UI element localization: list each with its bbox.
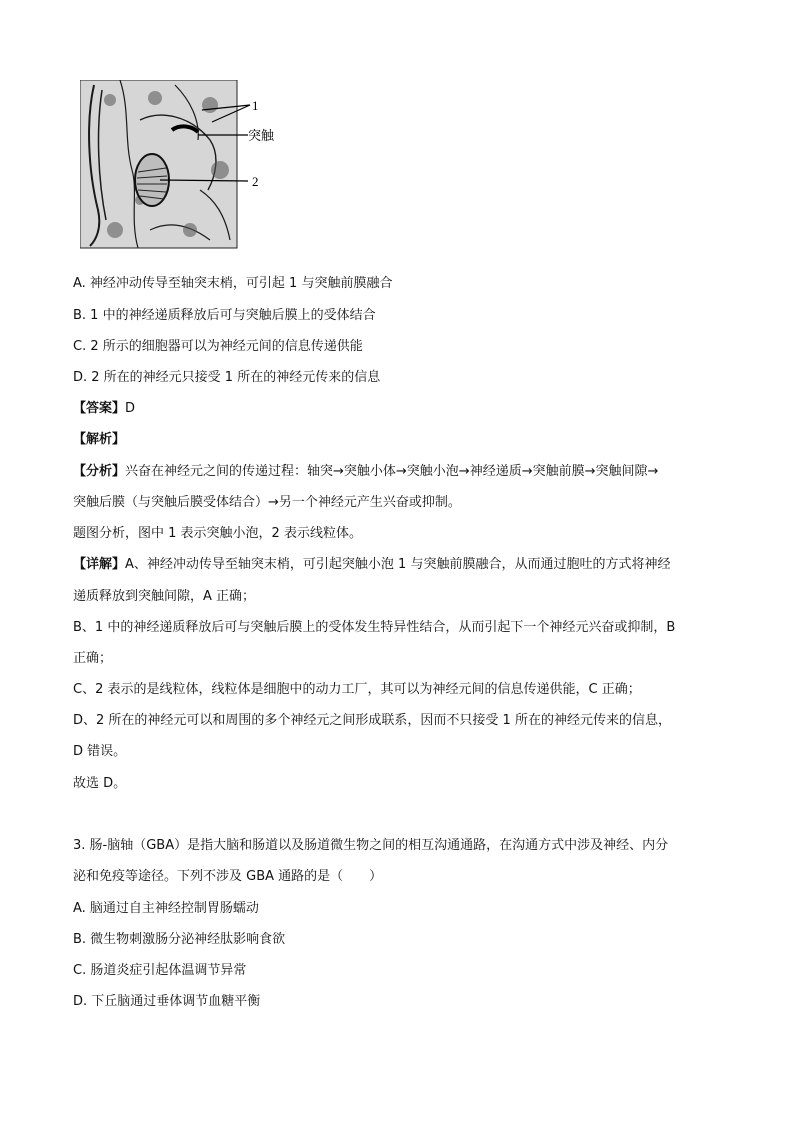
conclusion-line: 故选 D。	[73, 776, 127, 791]
q3-stem-line-2: 泌和免疫等途径。下列不涉及 GBA 通路的是（ ）	[73, 869, 383, 884]
detail-line-5: C、2 表示的是线粒体，线粒体是细胞中的动力工厂，其可以为神经元间的信息传递供能，C 正确；	[73, 682, 641, 697]
q3-option-d: D. 下丘脑通过垂体调节血糖平衡	[73, 994, 261, 1009]
vesicle-4	[211, 161, 229, 179]
q2-option-d: D. 2 所在的神经元只接受 1 所在的神经元传来的信息	[73, 370, 381, 385]
detail-line-1	[73, 556, 670, 574]
q3-option-b: B. 微生物刺激肠分泌神经肽影响食欲	[73, 932, 286, 947]
analysis-text-1: 兴奋在神经元之间的传递过程：轴突→突触小体→突触小泡→神经递质→突触前膜→突触间隙→	[125, 464, 659, 479]
detail-text-1: A、神经冲动传导至轴突末梢，可引起突触小泡 1 与突触前膜融合，从而通过胞吐的方式将神经	[125, 557, 671, 572]
analysis-line-3: 题图分析，图中 1 表示突触小泡，2 表示线粒体。	[73, 526, 362, 541]
answer-value: D	[125, 401, 136, 416]
detail-line-4: 正确；	[73, 651, 113, 666]
detail-line-7: D 错误。	[73, 744, 127, 759]
vesicle-1	[104, 94, 116, 106]
vesicle-3	[202, 97, 218, 113]
q3-option-c: C. 肠道炎症引起体温调节异常	[73, 963, 247, 978]
detail-label: 【详解】	[73, 557, 126, 572]
label-1: 1	[252, 98, 259, 113]
q2-option-b: B. 1 中的神经递质释放后可与突触后膜上的受体结合	[73, 308, 376, 323]
q3-stem-line-1: 3. 肠-脑轴（GBA）是指大脑和肠道以及肠道微生物之间的相互沟通通路，在沟通方式中涉及神经、内分	[73, 838, 669, 853]
detail-line-6: D、2 所在的神经元可以和周围的多个神经元之间形成联系，因而不只接受 1 所在的神经元传来的信息，	[73, 713, 671, 728]
q2-option-a: A. 神经冲动传导至轴突末梢，可引起 1 与突触前膜融合	[73, 276, 393, 291]
vesicle-5	[107, 222, 123, 238]
micrograph-svg	[80, 80, 280, 250]
label-synapse: 突触	[248, 129, 275, 144]
synapse-micrograph-figure	[80, 80, 280, 250]
q3-option-a: A. 脑通过自主神经控制胃肠蠕动	[73, 901, 259, 916]
answer-line	[73, 400, 135, 418]
answer-tag: 【答案】	[73, 401, 126, 416]
detail-line-2: 递质释放到突触间隙，A 正确；	[73, 589, 256, 604]
detail-line-3: B、1 中的神经递质释放后可与突触后膜上的受体发生特异性结合，从而引起下一个神经元兴奋或抑制，B	[73, 620, 676, 635]
q2-option-c: C. 2 所示的细胞器可以为神经元间的信息传递供能	[73, 339, 363, 354]
label-2: 2	[252, 174, 259, 189]
vesicle-6	[183, 223, 197, 237]
vesicle-2	[148, 91, 162, 105]
analysis-label: 【分析】	[73, 464, 126, 479]
analysis-tag: 【解析】	[73, 432, 126, 447]
analysis-line-1	[73, 463, 658, 481]
analysis-line-2: 突触后膜（与突触后膜受体结合）→另一个神经元产生兴奋或抑制。	[73, 495, 461, 510]
